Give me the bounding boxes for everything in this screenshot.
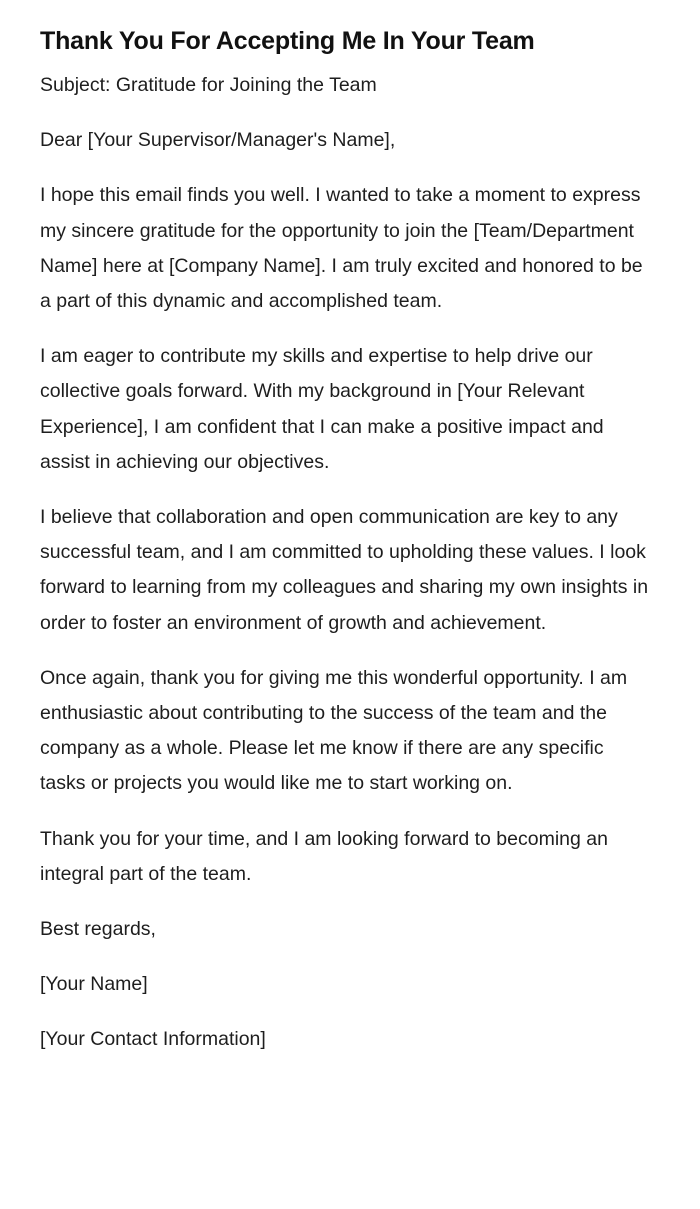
body-paragraph-5: Thank you for your time, and I am looking forward to becoming an integral part of the team. bbox=[40, 827, 608, 885]
signature-name: [Your Name] bbox=[40, 973, 148, 996]
body-paragraph-3: I believe that collaboration and open communication are key to any successful team, and I am committed to upholding these values. I look forward to learning from my colleagues and sharing my own insights in order to foster an environment of growth and achievement. bbox=[40, 506, 649, 634]
greeting: Dear [Your Supervisor/Manager's Name], bbox=[40, 129, 396, 152]
contact-information: [Your Contact Information] bbox=[40, 1028, 266, 1051]
page-title: Thank You For Accepting Me In Your Team bbox=[40, 27, 535, 55]
body-paragraph-1: I hope this email finds you well. I wanted to take a moment to express my sincere gratitude for the opportunity to join the [Team/Department Name] here at [Company Name]. I am truly excited and honored to be a part of this dynamic and accomplished team. bbox=[40, 184, 643, 313]
body-paragraph-4: Once again, thank you for giving me this wonderful opportunity. I am enthusiastic about contributing to the success of the team and the company as a whole. Please let me know if there are any specific tasks or projects you would like me to start working on. bbox=[40, 666, 628, 795]
closing: Best regards, bbox=[40, 918, 156, 941]
subject-line: Subject: Gratitude for Joining the Team bbox=[40, 74, 377, 96]
body-paragraph-2: I am eager to contribute my skills and expertise to help drive our collective goals forward. With my background in [Your Relevant Experience], I am confident that I can make a positive impact and assist in achieving our objectives. bbox=[40, 345, 604, 473]
